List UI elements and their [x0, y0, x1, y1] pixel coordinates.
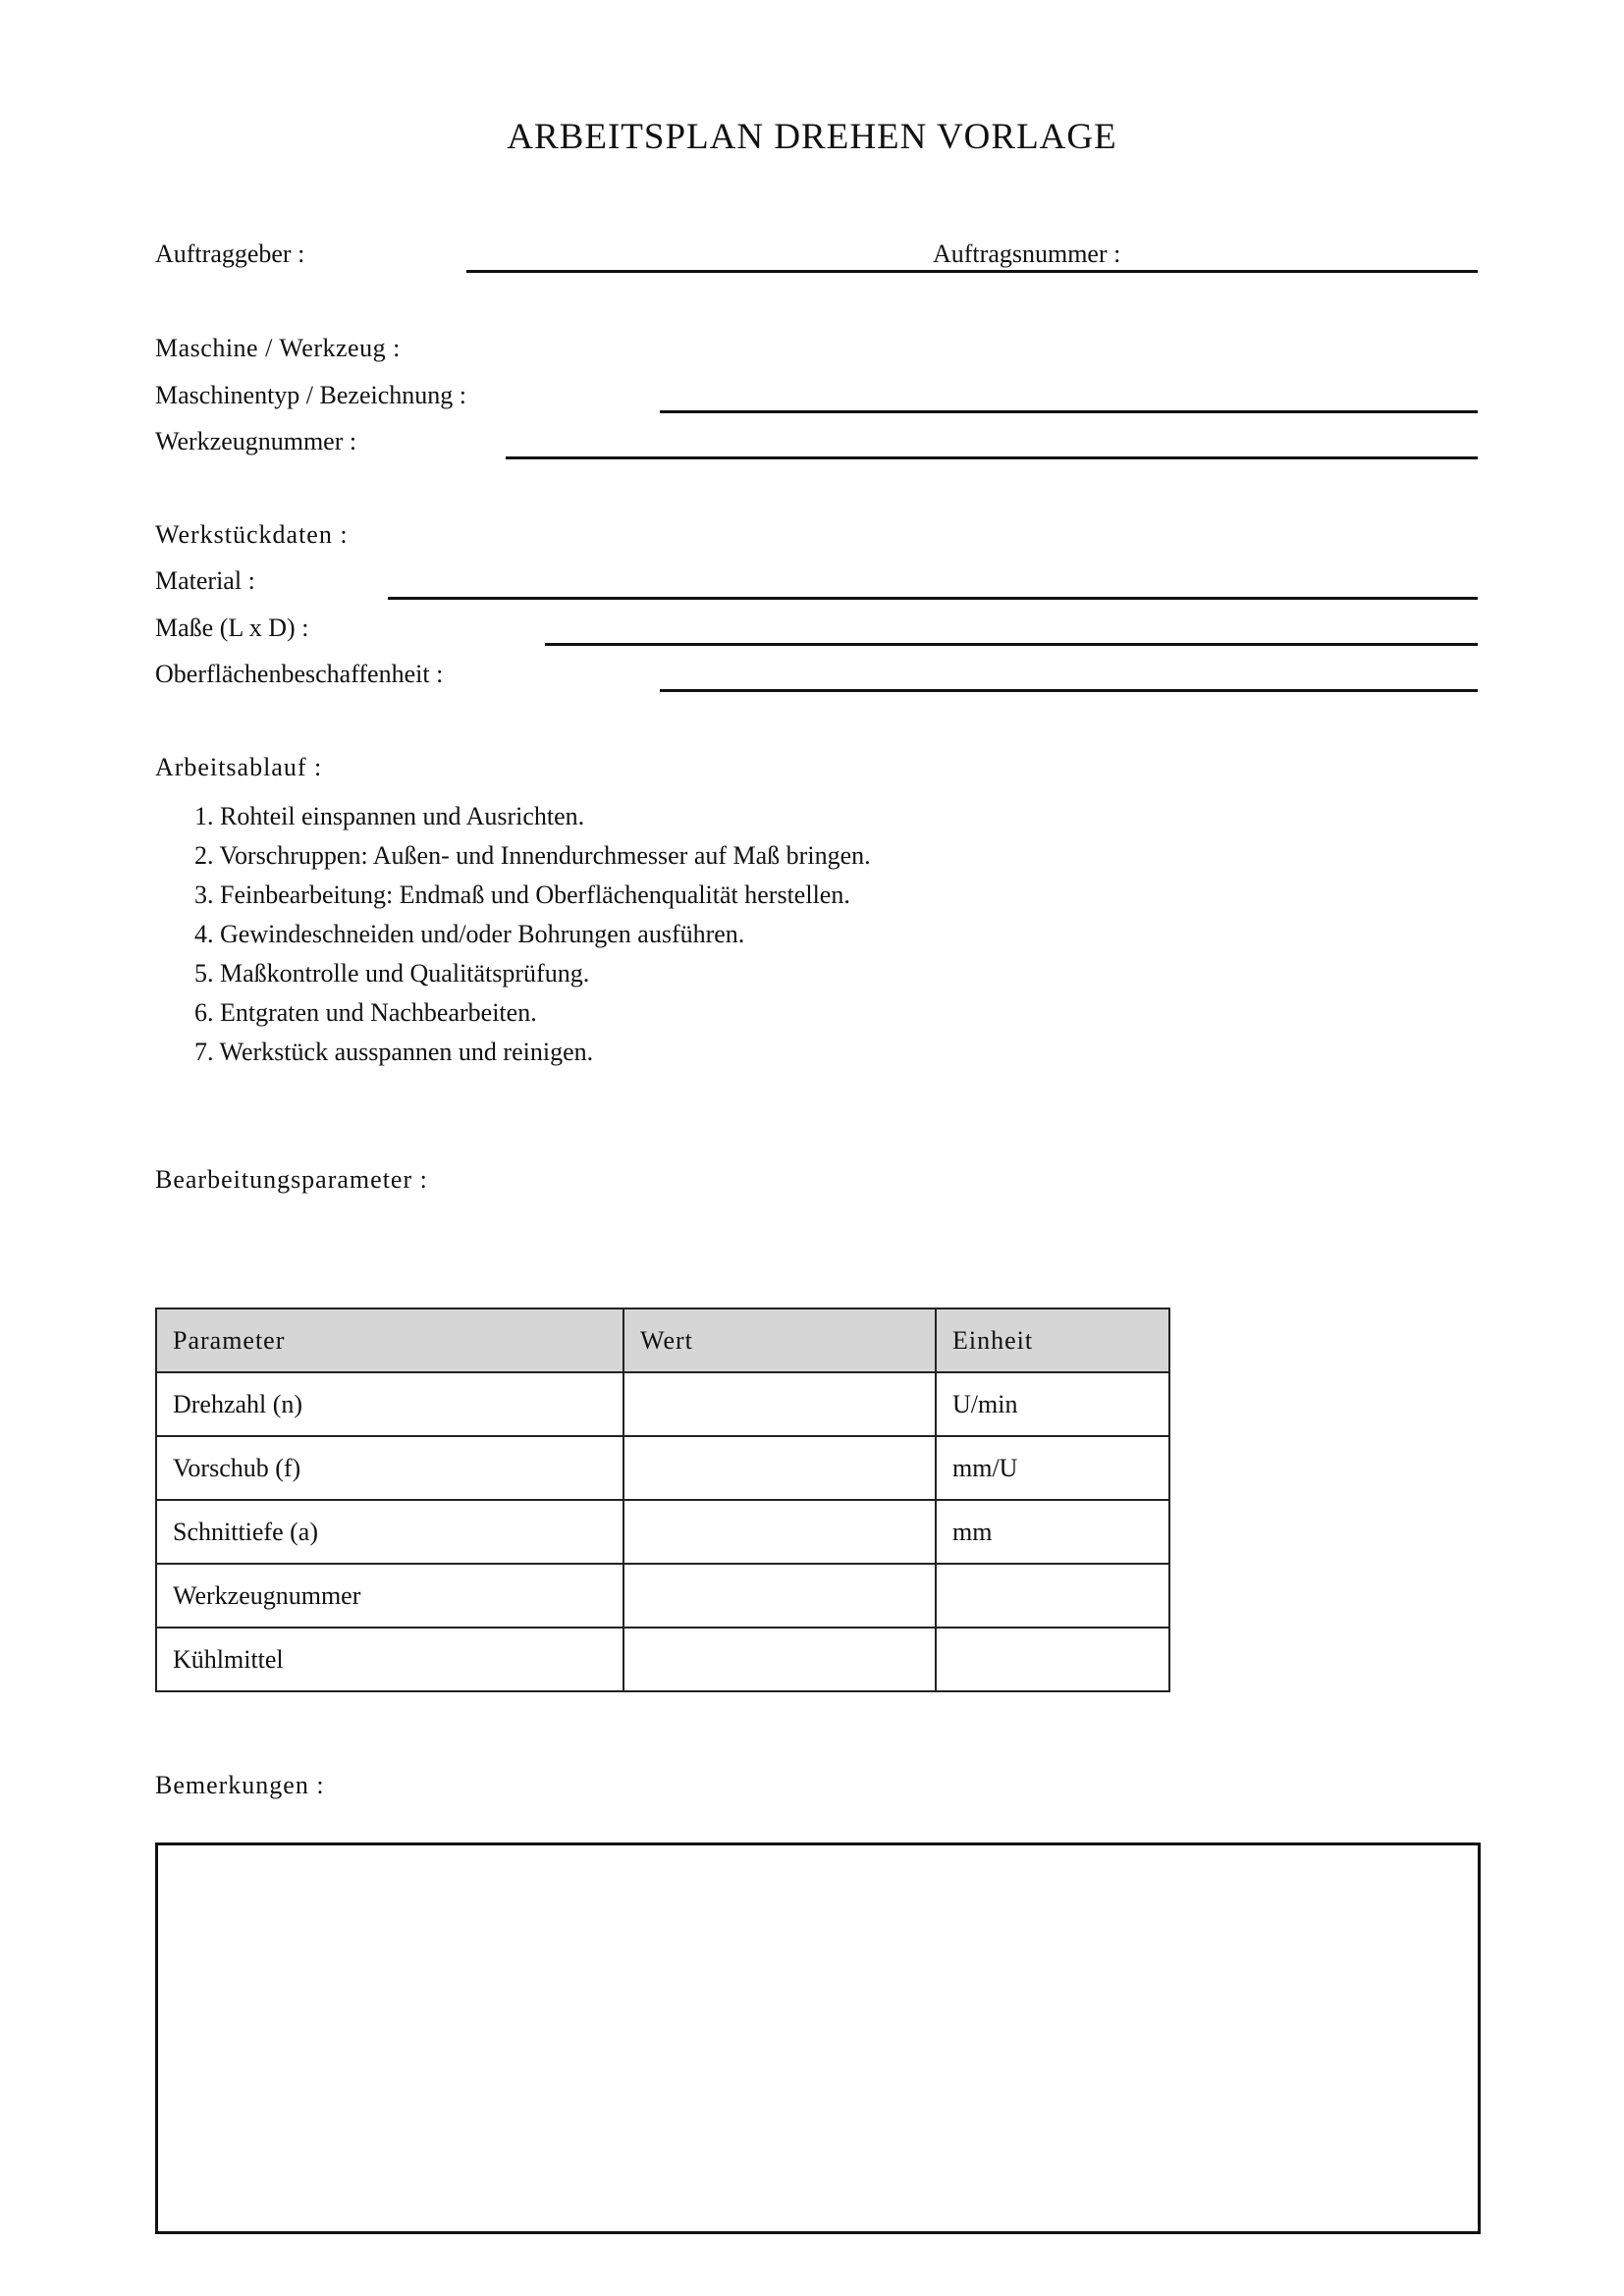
surface-label: Oberflächenbeschaffenheit : — [155, 660, 444, 688]
table-row — [156, 1500, 1169, 1564]
parameters-section-label: Bearbeitungsparameter : — [155, 1165, 428, 1194]
workflow-step: 7. Werkstück ausspannen und reinigen. — [194, 1038, 594, 1066]
column-header-parameter: Parameter — [156, 1308, 623, 1372]
machine-section-label: Maschine / Werkzeug : — [155, 334, 401, 362]
unit-cell — [936, 1628, 1169, 1691]
value-cell[interactable] — [623, 1500, 936, 1564]
unit-cell: mm/U — [936, 1436, 1169, 1500]
workflow-steps-list — [194, 797, 871, 1072]
workflow-step: 4. Gewindeschneiden und/oder Bohrungen ausführen. — [194, 920, 745, 948]
value-cell[interactable] — [623, 1436, 936, 1500]
column-header-value: Wert — [623, 1308, 936, 1372]
workflow-step: 6. Entgraten und Nachbearbeiten. — [194, 998, 537, 1027]
tool-number-label: Werkzeugnummer : — [155, 427, 357, 455]
order-number-label: Auftragsnummer : — [933, 240, 1121, 268]
value-cell[interactable] — [623, 1372, 936, 1436]
remarks-textbox[interactable] — [155, 1842, 1481, 2234]
parameter-cell: Kühlmittel — [156, 1628, 623, 1691]
unit-cell: mm — [936, 1500, 1169, 1564]
workflow-step: 3. Feinbearbeitung: Endmaß und Oberflächenqualität herstellen. — [194, 881, 850, 909]
machine-type-input-line[interactable] — [660, 410, 1478, 413]
table-row — [156, 1628, 1169, 1691]
parameter-cell: Werkzeugnummer — [156, 1564, 623, 1628]
tool-number-input-line[interactable] — [506, 456, 1478, 459]
parameters-table — [155, 1308, 1170, 1692]
table-row — [156, 1564, 1169, 1628]
workflow-step: 2. Vorschruppen: Außen- und Innendurchmesser auf Maß bringen. — [194, 841, 871, 870]
workpiece-section-label: Werkstückdaten : — [155, 520, 349, 549]
table-row — [156, 1436, 1169, 1500]
unit-cell: U/min — [936, 1372, 1169, 1436]
material-input-line[interactable] — [388, 597, 1478, 600]
dimensions-input-line[interactable] — [545, 643, 1478, 646]
page-title: ARBEITSPLAN DREHEN VORLAGE — [507, 117, 1117, 157]
parameter-cell: Vorschub (f) — [156, 1436, 623, 1500]
value-cell[interactable] — [623, 1628, 936, 1691]
column-header-unit: Einheit — [936, 1308, 1169, 1372]
remarks-section-label: Bemerkungen : — [155, 1771, 325, 1799]
unit-cell — [936, 1564, 1169, 1628]
dimensions-label: Maße (L x D) : — [155, 614, 309, 642]
table-header-row — [156, 1308, 1169, 1372]
material-label: Material : — [155, 566, 255, 595]
table-row — [156, 1372, 1169, 1436]
machine-type-label: Maschinentyp / Bezeichnung : — [155, 381, 466, 409]
value-cell[interactable] — [623, 1564, 936, 1628]
workflow-step: 1. Rohteil einspannen und Ausrichten. — [194, 802, 585, 830]
parameter-cell: Schnittiefe (a) — [156, 1500, 623, 1564]
parameter-cell: Drehzahl (n) — [156, 1372, 623, 1436]
surface-input-line[interactable] — [660, 689, 1478, 692]
client-label: Auftraggeber : — [155, 240, 305, 268]
workflow-section-label: Arbeitsablauf : — [155, 753, 323, 781]
client-order-input-line[interactable] — [466, 270, 1478, 273]
workflow-step: 5. Maßkontrolle und Qualitätsprüfung. — [194, 959, 590, 988]
